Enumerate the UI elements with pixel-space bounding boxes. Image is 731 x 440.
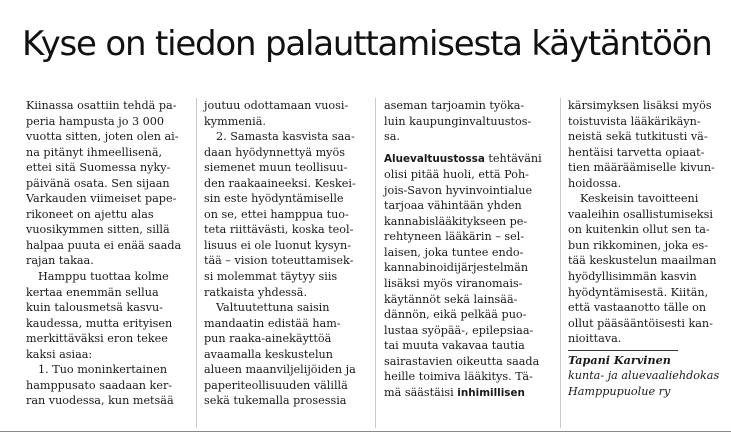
text-line: kannabislääkitykseen pe- [384, 214, 528, 228]
text-line: si molemmat täytyy siis [204, 270, 338, 284]
text-line: käytännöt sekä lainsää- [384, 292, 518, 306]
author-organization: Hamppupuolue ry [568, 384, 671, 398]
lead-in-keyword: Aluevaltuustossa [384, 152, 485, 165]
text-line: tien määräämiselle kivun- [568, 161, 715, 175]
text-line: hyödyllisimmän kasvin [568, 270, 697, 284]
text-line: on kuitenkin ollut sen ta- [568, 223, 710, 237]
text-line: on se, ettei hamppua tuo- [204, 207, 349, 221]
article-column-2 [204, 98, 366, 409]
text-line: ettei sitä Suomessa nyky- [26, 161, 171, 175]
text-line: alueen maanviljelijöiden ja [204, 363, 356, 377]
text-fragment: mä säästäisi [384, 385, 458, 399]
text-line: Kiinassa osattiin tehdä pa- [26, 99, 177, 112]
text-line: lisäksi myös viranomais- [384, 277, 523, 291]
text-line: bun rikkominen, joka es- [568, 238, 709, 252]
text-line: halpaa puuta ei enää saada [26, 238, 182, 252]
text-line: tai muuta vakavaa tautia [384, 339, 525, 353]
article-headline: Kyse on tiedon palauttamisesta käytäntöön [22, 24, 712, 64]
emphasized-word: inhimillisen [457, 386, 525, 399]
author-role: kunta- ja aluevaaliehdokas [568, 369, 720, 383]
text-line: kannabinoidijärjestelmän [384, 261, 529, 275]
text-line: paperiteollisuuden välillä [204, 378, 348, 392]
text-line: siemenet muun teollisuu- [204, 161, 348, 175]
text-line: kymmeniä. [204, 114, 266, 128]
text-line: teta riittävästi, koska teol- [204, 223, 354, 237]
text-line: tarjoaa vähintään yhden [384, 199, 522, 213]
text-line: na pitänyt ihmeellisenä, [26, 145, 163, 159]
previous-article-cutoff [0, 0, 731, 8]
text-line: ratkaista yhdessä. [204, 285, 308, 299]
author-signature [568, 353, 728, 400]
column-divider [560, 98, 561, 428]
text-fragment: tehtäväni [484, 151, 542, 165]
text-line: lisuus ei ole luonut kysyn- [204, 238, 351, 252]
article-column-1 [26, 98, 186, 409]
text-line: pun raaka-ainekäyttöä [204, 332, 332, 346]
page-bottom-rule [0, 431, 731, 432]
text-line: hentäisi tarvetta opiaat- [568, 145, 705, 159]
text-line: Hamppu tuottaa kolme [38, 270, 169, 284]
text-line: sa. [384, 130, 400, 144]
text-line: luin kaupunginvaltuustos- [384, 114, 532, 128]
text-line: lustaa syöpää-, epilepsiaa- [384, 323, 534, 337]
text-line: Varkauden viimeiset pape- [26, 192, 177, 206]
text-line: rajan takaa. [26, 254, 94, 268]
text-line: toistuvista lääkärikäyn- [568, 114, 701, 128]
text-line: mandaatin edistää ham- [204, 316, 341, 330]
text-line: hamppusato saadaan ker- [26, 378, 173, 392]
text-line: heille toimiva lääkitys. Tä- [384, 370, 533, 384]
text-line: ollut pääsääntöisesti kan- [568, 316, 713, 330]
text-line: päivänä osata. Sen sijaan [26, 176, 170, 190]
text-line: dännön, eikä pelkää puo- [384, 308, 527, 322]
text-line: Keskeisin tavoitteeni [580, 192, 699, 206]
signature-divider [568, 350, 678, 351]
text-line: joutuu odottamaan vuosi- [204, 99, 349, 112]
text-line: neistä sekä tutkitusti vä- [568, 130, 708, 144]
text-line: ran vuodessa, kun metsää [26, 394, 174, 408]
text-line: vuosikymmen sitten, sillä [26, 223, 170, 237]
text-line: kaudessa, mutta erityisen [26, 316, 173, 330]
text-line: vuotta sitten, joten olen ai- [26, 130, 179, 144]
text-line: sekä tukemalla prosessia [204, 394, 347, 408]
text-line: sin este hyödyntämiselle [204, 192, 344, 206]
text-line: tää – vision toteuttamisek- [204, 254, 354, 268]
text-line: hyödyntämisestä. Kiitän, [568, 285, 709, 299]
text-line: kuin talousmetsä kasvu- [26, 301, 163, 315]
text-line: tää keskustelun maailman [568, 254, 717, 268]
column-divider [375, 98, 376, 428]
text-line: peria hampusta jo 3 000 [26, 114, 165, 128]
text-line: rikoneet on ajettu alas [26, 207, 154, 221]
author-name: Tapani Karvinen [568, 352, 671, 367]
text-line: kärsimyksen lisäksi myös [568, 99, 712, 112]
text-line: merkittäväksi eron tekee [26, 332, 168, 346]
text-line: hoidossa. [568, 176, 622, 190]
text-line: sairastavien oikeutta saada [384, 354, 540, 368]
text-line: daan hyödynnettyä myös [204, 145, 345, 159]
text-line: kaksi asiaa: [26, 347, 93, 361]
text-line: laisen, joka tuntee endo- [384, 245, 524, 259]
text-line: että vastaanotto tälle on [568, 301, 707, 315]
text-line [384, 151, 552, 168]
article-column-4 [568, 98, 728, 399]
text-line: kertaa enemmän sellua [26, 285, 159, 299]
text-line: 2. Samasta kasvista saa- [216, 130, 355, 144]
text-line: 1. Tuo moninkertainen [38, 363, 168, 377]
text-line: aseman tarjoamin työka- [384, 99, 525, 112]
column-divider [196, 98, 197, 428]
text-line: olisi pitää huoli, että Poh- [384, 168, 529, 182]
article-column-3 [384, 98, 552, 401]
text-line: vaaleihin osallistumiseksi [568, 207, 713, 221]
text-line: rehtyneen lääkärin – sel- [384, 230, 525, 244]
text-line: den raakaaineeksi. Keskei- [204, 176, 356, 190]
text-line: nioittava. [568, 332, 622, 346]
text-line: Valtuutettuna saisin [216, 301, 330, 315]
text-line: jois-Savon hyvinvointialue [384, 183, 533, 197]
text-line: avaamalla keskustelun [204, 347, 333, 361]
text-line [384, 385, 552, 402]
